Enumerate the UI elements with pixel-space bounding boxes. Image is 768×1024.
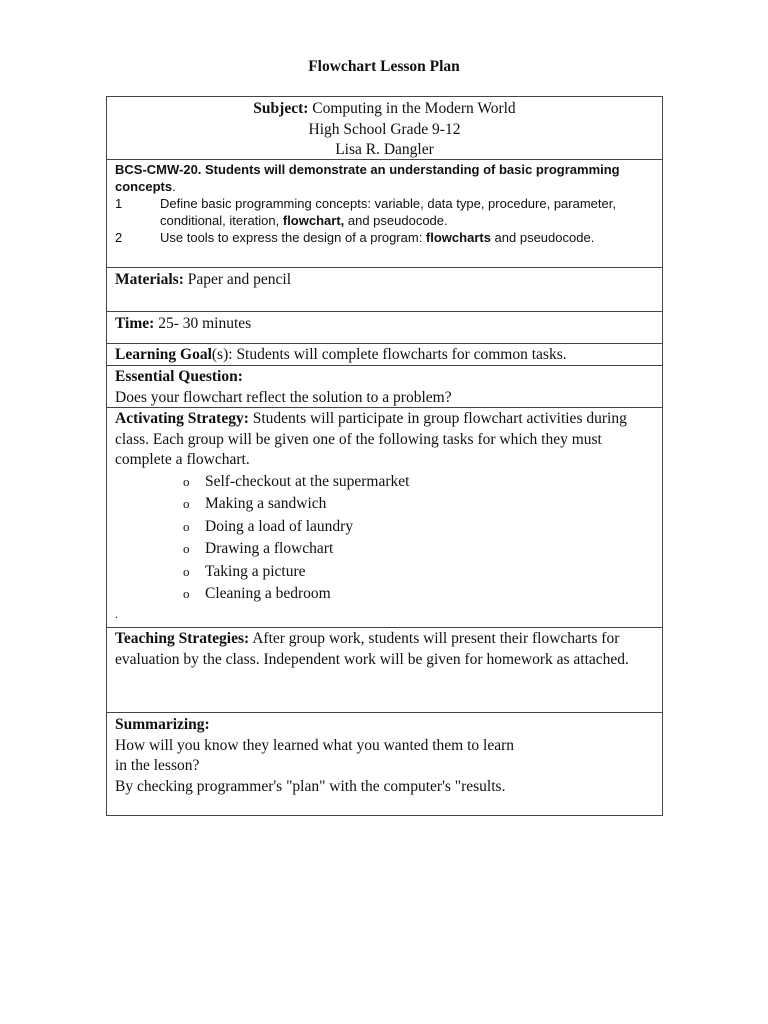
standard-item-text [160,195,654,229]
teaching-strategies-value: After group work, students will present their flowcharts for evaluation by the class. Independent work will be given for homework as attached. [115,630,629,668]
teaching-strategies-row [107,627,662,712]
learning-goal-value: Students will complete flowcharts for common tasks. [232,346,567,363]
materials-value: Paper and pencil [183,271,292,288]
activating-strategy-row [107,407,662,627]
standard-item-text-part: and pseudocode. [344,213,448,228]
learning-goal-row [107,343,662,365]
time-value: 25- 30 minutes [154,315,252,332]
time-row [107,311,662,343]
task-list [115,471,654,606]
bullet-marker: o [183,586,190,601]
activating-strategy-text [115,409,654,471]
learning-goal-label: Learning Goal [115,346,212,363]
standard-item-number: 2 [115,230,123,245]
subject-header-row [107,97,662,159]
standard-item-text-part: Define basic programming concepts: variable, data type, procedure, parameter, conditional, iteration, [160,196,616,228]
learning-goal-label-suffix: (s): [211,346,233,363]
standard-item [115,229,654,246]
task-label: Cleaning a bedroom [205,585,331,602]
bullet-marker: o [183,518,190,534]
bullet-marker: o [183,563,190,579]
subject-value: Computing in the Modern World [308,100,516,117]
lesson-plan-table [106,96,663,816]
essential-question-row [107,365,662,407]
standard-item-number: 1 [115,196,123,211]
time-label: Time: [115,315,155,332]
task-label: Doing a load of laundry [205,517,354,535]
summarizing-question-line: How will you know they learned what you wanted them to learn [115,736,515,754]
materials-label: Materials: [115,271,184,288]
summarizing-answer: By checking programmer's "plan" with the computer's "results. [115,777,506,795]
task-label: Drawing a flowchart [205,540,334,557]
summarizing-row [107,712,662,815]
standard-item-text [160,229,654,246]
task-label: Taking a picture [205,562,306,580]
list-item [183,493,654,516]
list-item [183,538,654,561]
grade-line: High School Grade 9-12 [308,120,461,138]
task-label: Self-checkout at the supermarket [205,472,410,490]
author-line: Lisa R. Dangler [335,141,434,158]
subject-line [115,99,654,120]
standard-item [115,195,654,229]
trailing-period: . [115,606,118,621]
subject-label: Subject: [253,100,309,117]
standard-code [115,161,654,195]
list-item [183,471,654,494]
essential-question-label: Essential Question: [115,368,243,385]
task-label: Making a sandwich [205,495,327,512]
standard-code-text: BCS-CMW-20. Students will demonstrate an understanding of basic programming concepts [115,162,620,194]
standard-item-bold-term: flowchart, [282,213,345,228]
bullet-marker: o [183,473,190,489]
bullet-marker: o [183,541,190,556]
activating-strategy-value: Students will participate in group flowchart activities during class. Each group will be given one of the following tasks for which they must complete a flowchart. [115,410,627,468]
list-item [183,561,654,584]
standard-item-text-part: Use tools to express the design of a program: [160,230,426,245]
teaching-strategies-label: Teaching Strategies: [115,630,250,647]
standard-item-text-part: and pseudocode. [490,230,595,245]
standard-code-end: . [172,179,176,194]
list-item [183,516,654,539]
summarizing-question-line: in the lesson? [115,757,200,774]
materials-row [107,267,662,311]
essential-question-value: Does your flowchart reflect the solution to a problem? [115,388,452,406]
standard-item-bold-term: flowcharts [425,230,491,245]
standard-row [107,159,662,267]
summarizing-label: Summarizing: [115,716,210,733]
list-item [183,583,654,606]
activating-strategy-label: Activating Strategy: [115,410,249,427]
bullet-marker: o [183,496,190,511]
document-title: Flowchart Lesson Plan [308,58,460,75]
